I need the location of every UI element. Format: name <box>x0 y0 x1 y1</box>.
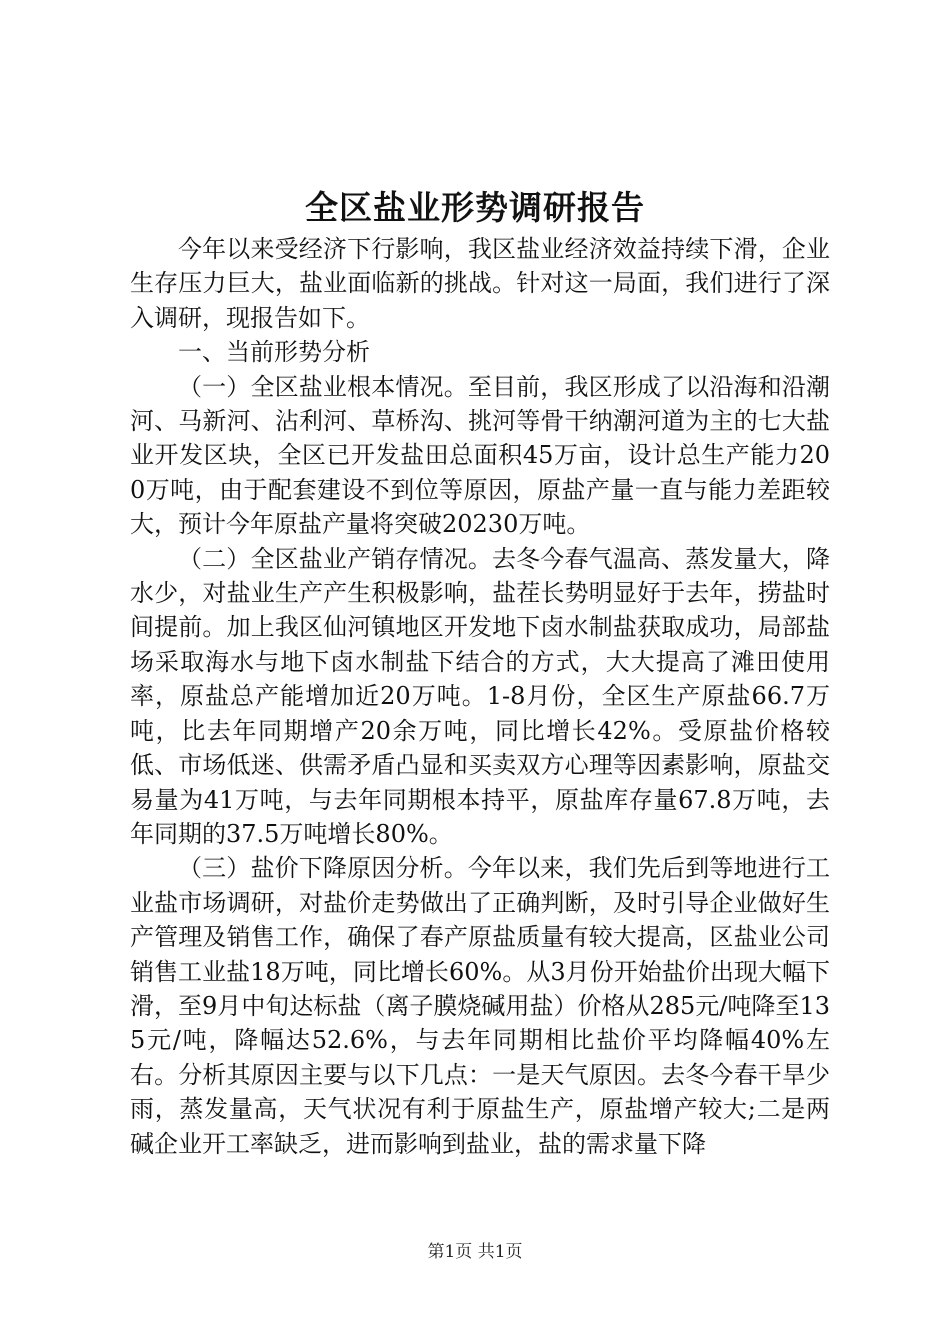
paragraph-production-sales-stock: （二）全区盐业产销存情况。去冬今春气温高、蒸发量大，降水少，对盐业生产产生积极影响，盐茬长势明显好于去年，捞盐时间提前。加上我区仙河镇地区开发地下卤水制盐获取成功，局部盐场采取海水与地下卤水制盐下结合的方式，大大提高了滩田使用率，原盐总产能增加近20万吨。1-8月份，全区生产原盐66.7万吨，比去年同期增产20余万吨，同比增长42%。受原盐价格较低、市场低迷、供需矛盾凸显和买卖双方心理等因素影响，原盐交易量为41万吨，与去年同期根本持平，原盐库存量67.8万吨，去年同期的37.5万吨增长80%。 <box>130 544 830 848</box>
document-title: 全区盐业形势调研报告 <box>305 188 645 227</box>
paragraph-basic-situation: （一）全区盐业根本情况。至目前，我区形成了以沿海和沿潮河、马新河、沾利河、草桥沟、挑河等骨干纳潮河道为主的七大盐业开发区块，全区已开发盐田总面积45万亩，设计总生产能力200万吨，由于配套建设不到位等原因，原盐产量一直与能力差距较大，预计今年原盐产量将突破20230万吨。 <box>130 372 830 539</box>
paragraph-price-decline-analysis: （三）盐价下降原因分析。今年以来，我们先后到等地进行工业盐市场调研，对盐价走势做出了正确判断，及时引导企业做好生产管理及销售工作，确保了春产原盐质量有较大提高，区盐业公司销售工业盐18万吨，同比增长60%。从3月份开始盐价出现大幅下滑，至9月中旬达标盐（离子膜烧碱用盐）价格从285元/吨降至135元/吨，降幅达52.6%，与去年同期相比盐价平均降幅40%左右。分析其原因主要与以下几点：一是天气原因。去冬今春干旱少雨，蒸发量高，天气状况有利于原盐生产，原盐增产较大;二是两碱企业开工率缺乏，进而影响到盐业，盐的需求量下降 <box>130 854 830 1158</box>
paragraph-intro: 今年以来受经济下行影响，我区盐业经济效益持续下滑，企业生存压力巨大，盐业面临新的挑战。针对这一局面，我们进行了深入调研，现报告如下。 <box>130 235 830 332</box>
page-footer: 第1页 共1页 <box>427 1242 523 1262</box>
section-heading-current-situation: 一、当前形势分析 <box>178 338 370 367</box>
document-body <box>130 232 830 1161</box>
